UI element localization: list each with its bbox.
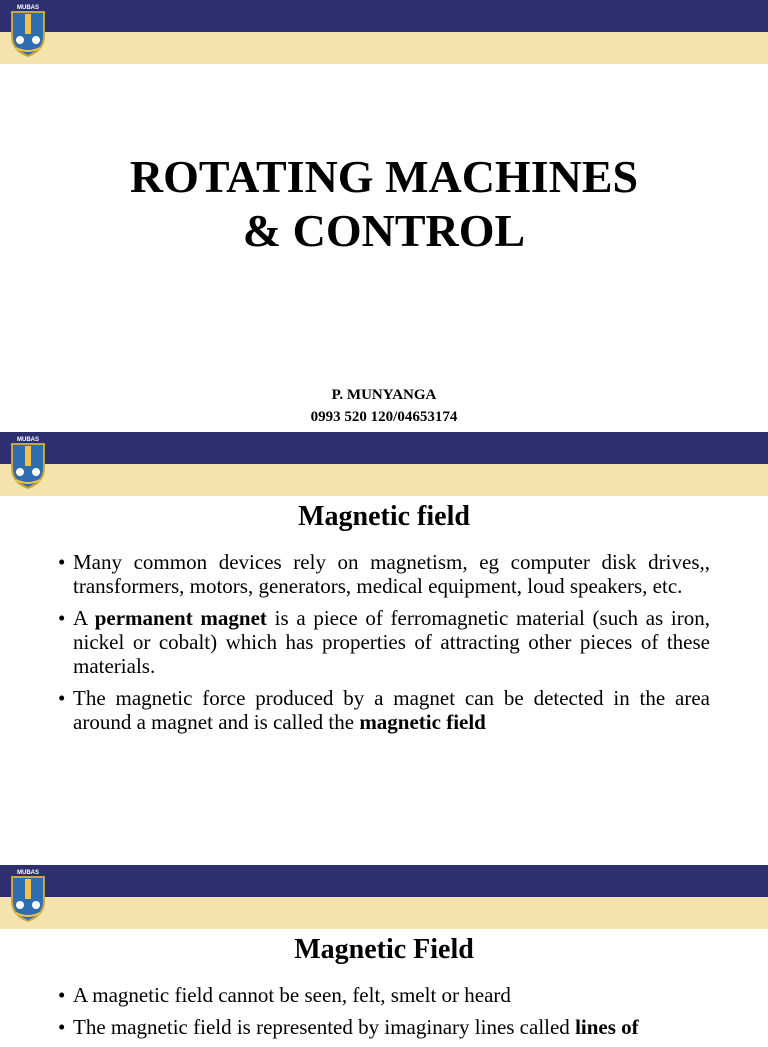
bullet-dot-icon: •	[58, 550, 66, 574]
title-line-1: ROTATING MACHINES	[129, 151, 639, 202]
mubas-logo	[8, 867, 48, 925]
author-phone: 0993 520 120/04653174	[310, 409, 458, 425]
logo-text: MUBAS	[17, 5, 39, 11]
bullet-item	[58, 983, 710, 1007]
header-band-cream	[0, 32, 768, 64]
bullet-item	[58, 550, 710, 598]
bullet-dot-icon: •	[58, 606, 66, 630]
bullet-text: Many common devices rely on magnetism, eg computer disk drives,, transformers, motors, generators, medical equipment, loud speakers, etc.	[73, 550, 710, 598]
logo-text: MUBAS	[17, 870, 39, 876]
bullet-item	[58, 686, 710, 734]
slide-title-page	[0, 0, 768, 432]
header-band-cream	[0, 897, 768, 929]
bullet-text-post: is a piece of ferromagnetic material (such as iron, nickel or cobalt) which has properties of attracting other pieces of these materials.	[73, 606, 710, 678]
bullet-text-bold: lines of	[575, 1015, 639, 1039]
bullet-text-pre: A	[73, 606, 95, 630]
logo-text: MUBAS	[17, 437, 39, 443]
mubas-logo	[8, 434, 48, 492]
bullet-text-pre: The magnetic field is represented by imaginary lines called	[73, 1015, 576, 1039]
author-block	[0, 384, 768, 428]
bullet-dot-icon: •	[58, 983, 66, 1007]
bullet-list	[58, 983, 710, 1047]
bullet-list	[58, 550, 710, 742]
header-band-cream	[0, 464, 768, 496]
bullet-text: A magnetic field cannot be seen, felt, smelt or heard	[73, 983, 511, 1007]
title-line-2: & CONTROL	[242, 205, 526, 256]
slide-heading: Magnetic Field	[294, 934, 474, 965]
bullet-text-pre: The magnetic force produced by a magnet can be detected in the area around a magnet and is called the	[73, 686, 710, 734]
slide-heading: Magnetic field	[298, 501, 470, 532]
presentation-title	[0, 150, 768, 258]
mubas-logo	[8, 2, 48, 60]
bullet-dot-icon: •	[58, 1015, 66, 1039]
header-band-navy	[0, 0, 768, 32]
header-band-navy	[0, 432, 768, 464]
bullet-item	[58, 606, 710, 678]
bullet-text-bold: magnetic field	[359, 710, 486, 734]
bullet-text-bold: permanent magnet	[94, 606, 267, 630]
slide-magnetic-field-2	[0, 865, 768, 1039]
slide-magnetic-field	[0, 432, 768, 865]
author-name: P. MUNYANGA	[331, 387, 437, 403]
bullet-item	[58, 1015, 710, 1039]
header-band-navy	[0, 865, 768, 897]
bullet-dot-icon: •	[58, 686, 66, 710]
